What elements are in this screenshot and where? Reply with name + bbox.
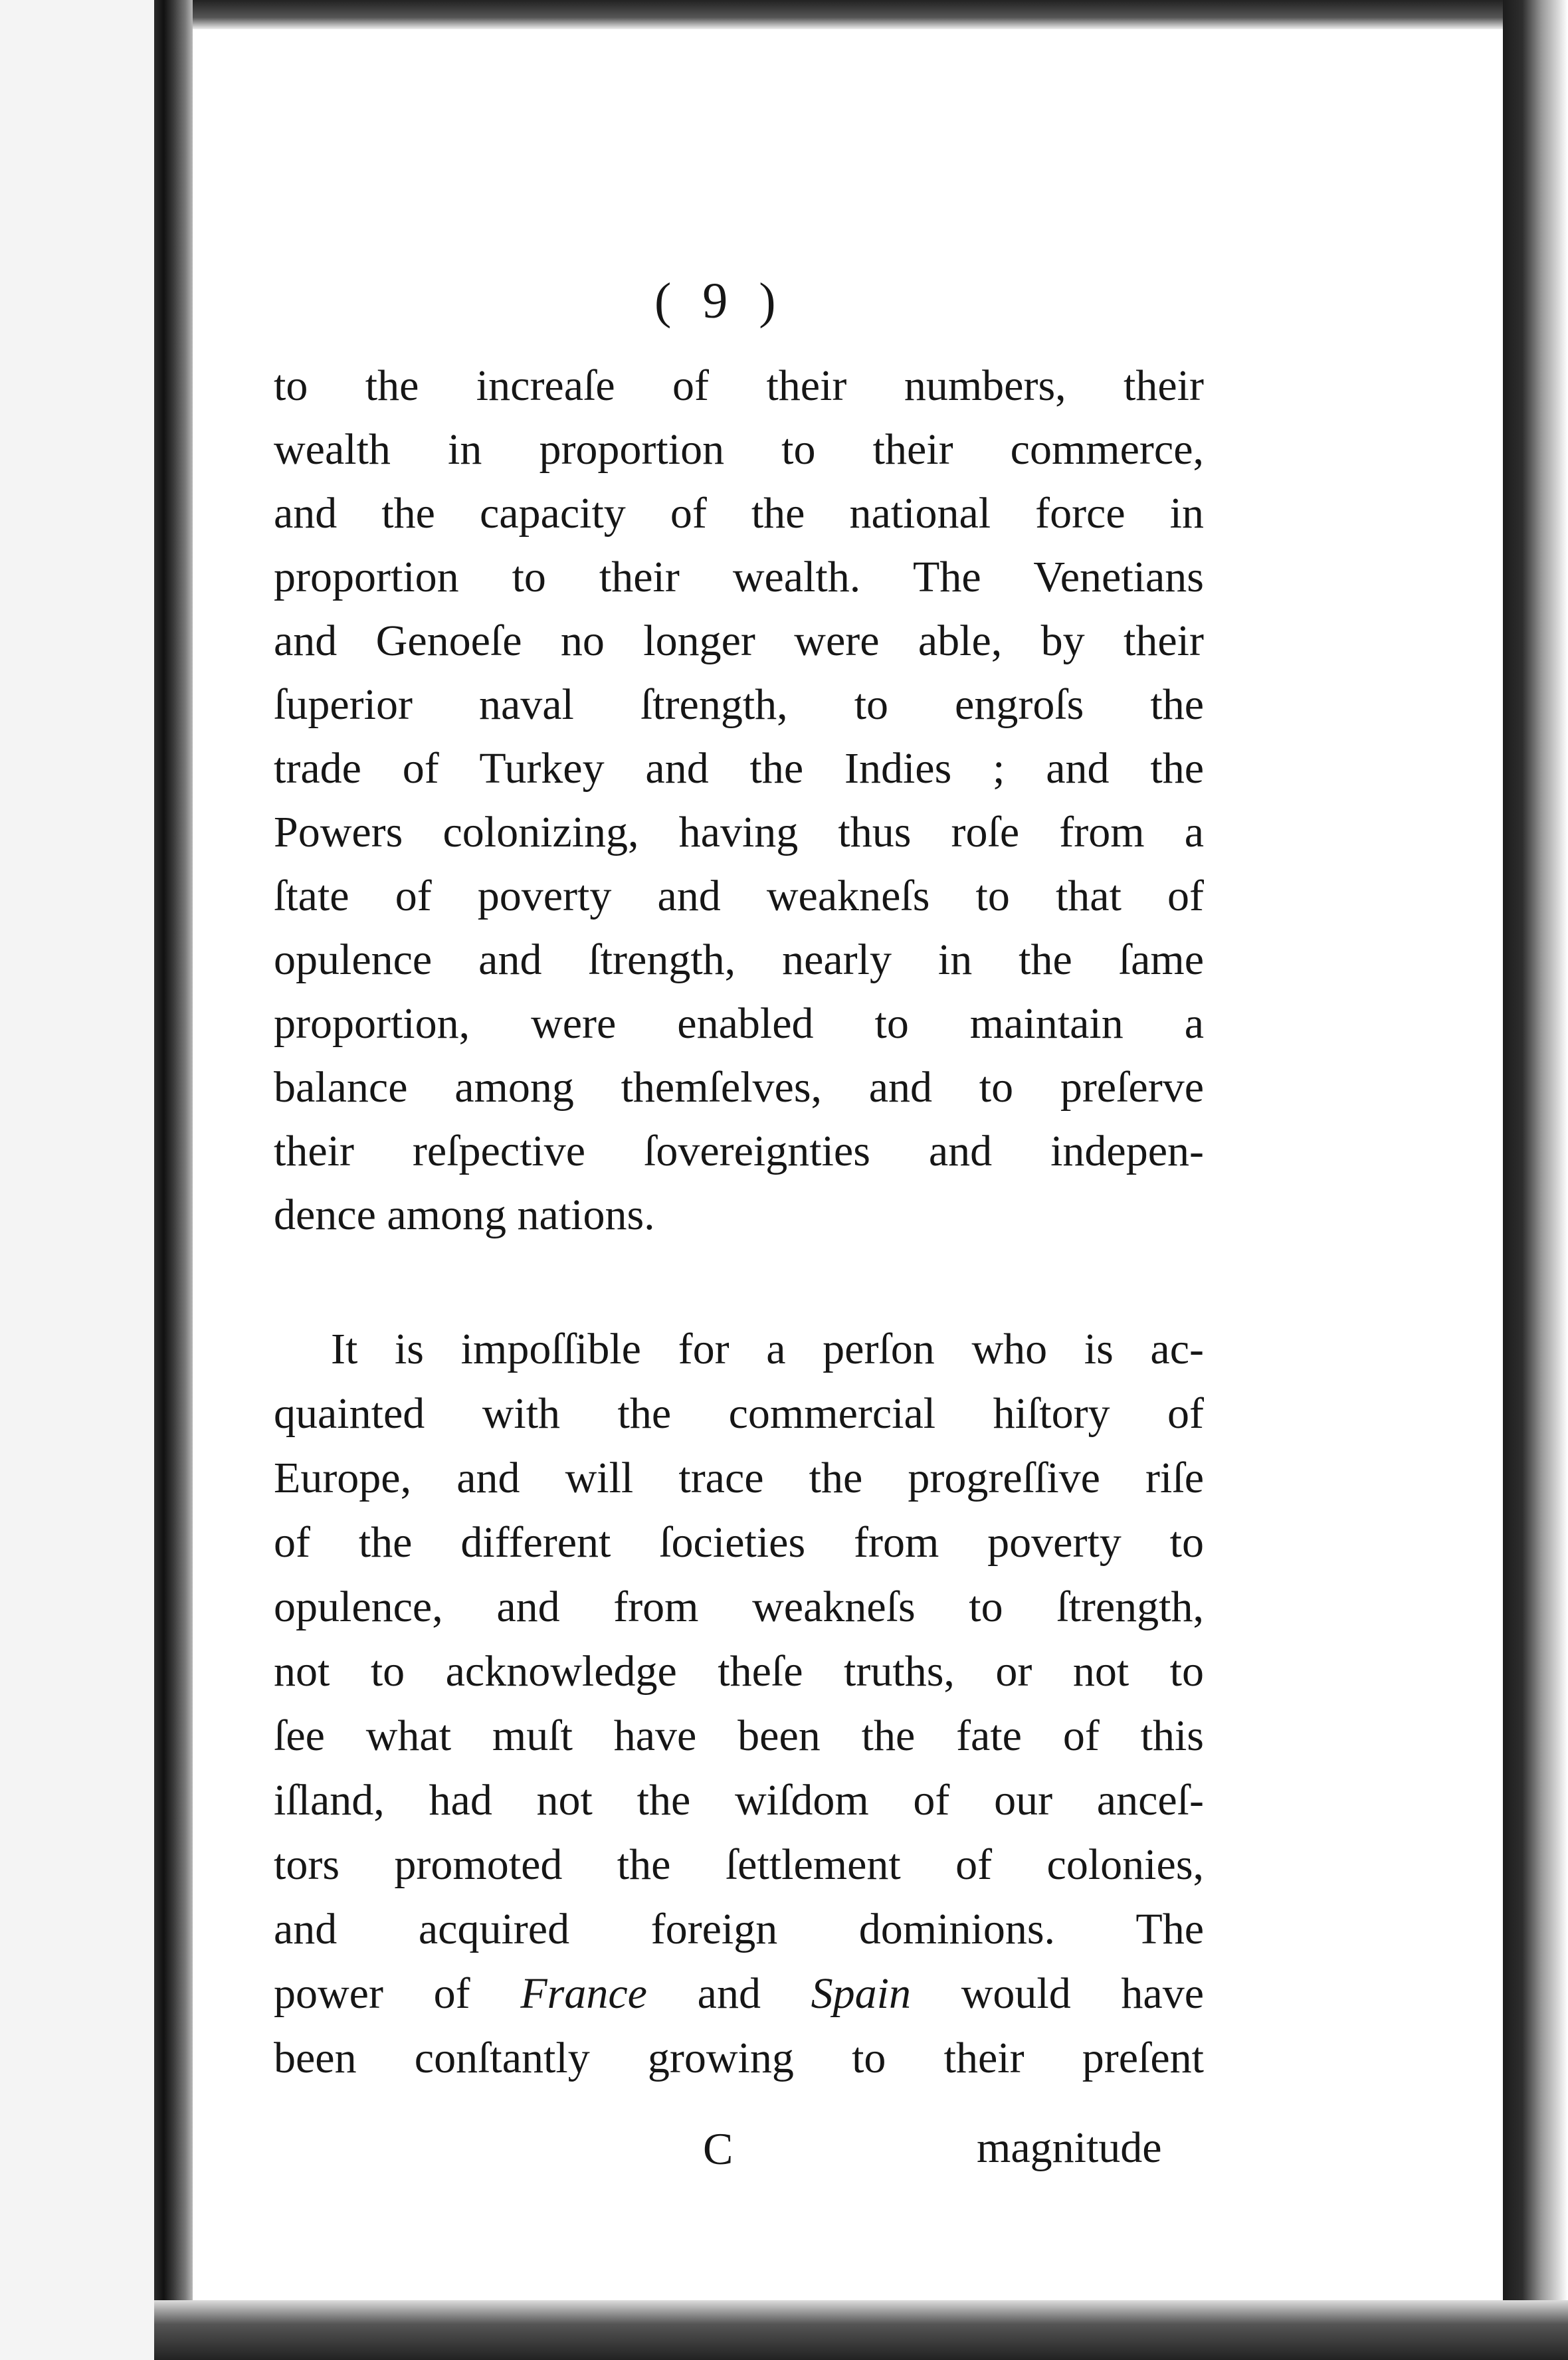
text-line: trade of Turkey and the Indies ; and the	[274, 744, 1204, 793]
text-line: quainted with the commercial hiſtory of	[274, 1389, 1204, 1438]
page-number: ( 9 )	[654, 273, 785, 329]
text-run: would have	[911, 1969, 1205, 2018]
text-line: wealth in proportion to their commerce,	[274, 425, 1204, 474]
text-line: ſuperior naval ſtrength, to engroſs the	[274, 680, 1204, 729]
text-line: dence among nations.	[274, 1191, 655, 1239]
text-line: and Genoeſe no longer were able, by their	[274, 617, 1204, 665]
text-line: iſland, had not the wiſdom of our anceſ-	[274, 1776, 1204, 1824]
text-line: of the different ſocieties from poverty to	[274, 1518, 1204, 1567]
text-line: their reſpective ſovereignties and indepen-	[274, 1127, 1204, 1175]
text-run: and	[646, 1969, 811, 2018]
bottom-scan-edge	[154, 2300, 1568, 2360]
text-line: proportion to their wealth. The Venetians	[274, 553, 1204, 601]
text-line: ſee what muſt have been the fate of this	[274, 1712, 1204, 1760]
text-line: ſtate of poverty and weakneſs to that of	[274, 872, 1204, 920]
text-line: not to acknowledge theſe truths, or not to	[274, 1647, 1204, 1696]
text-line: Powers colonizing, having thus roſe from a	[274, 808, 1204, 856]
text-line: Europe, and will trace the progreſſive riſe	[274, 1454, 1204, 1502]
signature-mark: C	[703, 2123, 734, 2174]
text-line: and acquired foreign dominions. The	[274, 1905, 1204, 1953]
catchword: magnitude	[977, 2123, 1162, 2172]
italic-place-name: France	[520, 1969, 647, 2018]
book-gutter	[154, 0, 193, 2360]
facing-page-edge	[0, 0, 154, 2360]
text-line	[274, 1969, 1205, 2018]
text-line: been conſtantly growing to their preſent	[274, 2034, 1204, 2082]
top-scan-edge	[193, 0, 1505, 29]
text-line: It is impoſſible for a perſon who is ac-	[331, 1325, 1204, 1373]
text-run: power of	[274, 1969, 521, 2018]
right-scan-edge	[1503, 0, 1568, 2360]
text-line: opulence and ſtrength, nearly in the ſame	[274, 935, 1204, 984]
text-line: opulence, and from weakneſs to ſtrength,	[274, 1583, 1204, 1631]
text-line: to the increaſe of their numbers, their	[274, 361, 1204, 410]
text-line: balance among themſelves, and to preſerve	[274, 1063, 1204, 1112]
text-line: tors promoted the ſettlement of colonies,	[274, 1840, 1204, 1889]
text-line: proportion, were enabled to maintain a	[274, 999, 1204, 1048]
text-line: and the capacity of the national force in	[274, 489, 1204, 538]
italic-place-name: Spain	[811, 1969, 911, 2018]
